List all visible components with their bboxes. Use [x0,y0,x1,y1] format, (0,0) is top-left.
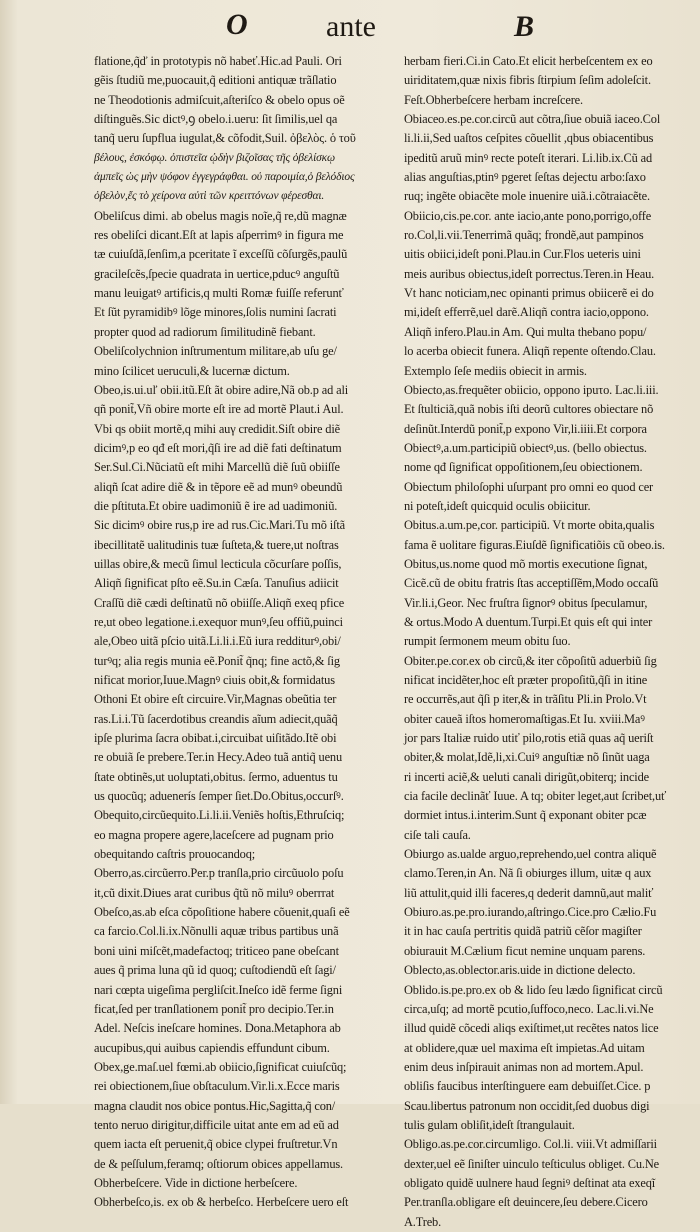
text-line: rei obiectionem,ſiue obſtaculum.Vir.li.x.Ecce maris [94,1079,340,1094]
text-line: ibecillitatẽ ualitudinis tuæ ſuſteta,& tuere,ut noſtras [94,537,339,552]
right-column [404,52,692,1232]
text-line: Cicẽ.cũ de obitu fratris ſtas acceptiſſẽm,Modo occaſũ [404,576,659,591]
text-line: Per.tranſla.obligare eſt deuincere,ſeu debere.Cicero [404,1195,648,1210]
text-line: tulis gulam obliſit,ideſt ſtrangulauit. [404,1117,575,1132]
text-line: Craſſũ diẽ cædi deſtinatũ nõ obiiſſe.Aliqñ exeq pfice [94,595,345,610]
text-line: Oblecto,as.oblector.aris.uide in dictione delecto. [404,963,636,978]
text-line: boni uini miſcẽt,madefactoq; triticeo pane obeſcant [94,943,339,958]
text-line: qñ ponit̃,Vñ obire morte eſt ire ad mortẽ Plaut.i Aul. [94,402,344,417]
text-line: Obiurgo as.ualde arguo,reprehendo,uel contra aliquẽ [404,847,657,862]
text-line: ro.Col,li.vii.Tenerrimã quãq; frondẽ,aut pampinos [404,228,644,243]
text-line: obiter,& molat,Idẽ,li,xi.Cuiꝰ anguſtiæ nõ ſinũt uaga [404,750,650,765]
text-line: aucupibus,qui auibus capiendis effundunt cibum. [94,1040,330,1055]
text-line: it in hac cauſa pertritis quidã patriũ cẽſor magiſter [404,924,642,939]
text-line: tento neruo dirigitur,difficile uitat ante em ad eũ ad [94,1117,339,1132]
text-line: Obiectꝰ,a.um.participiũ obiectꝰ,us. (bello obiectus. [404,440,647,455]
text-line: Obherbeſco,is. ex ob & herbeſco. Herbeſcere uero eſt [94,1195,349,1210]
text-line: Obitus,us.nome quod mõ mortis executione ſignat, [404,556,648,571]
text-line: propter quod ad radiorum ſimilitudinẽ fiebant. [94,324,316,339]
text-line: jor pars Italiæ ruido utiť pilo,rotis etiã quas aq̃ ueriſt [404,731,654,746]
text-line: Obiaceo.es.pe.cor.circũ aut cõtra,ſiue obuiã iaceo.Col [404,112,661,127]
text-line: Vir.li.i,Geor. Nec fruſtra ſignorꝰ obitus ſpeculamur, [404,595,648,610]
text-line: quem iacta eſt peruenit,q̃ obice clypei fruſtretur.Vn [94,1137,338,1152]
text-line: obiter caueã iſtos homeromaſtigas.Et Iu. xviii.Maꝰ [404,711,645,726]
text-line: Obeliſcus dimi. ab obelus magis noĩe,q̃ re,dũ magnæ [94,208,347,223]
text-line: ciſe tali cauſa. [404,827,471,842]
text-line: mino ſcilicet ueruculi,& lucernæ dictum. [94,363,290,378]
text-line: dexter,uel eẽ ſiniſter uinculo teſticulus obliget. Cu.Ne [404,1156,660,1171]
text-line: Obequito,circũequito.Li.li.ii.Veniẽs hoſtis,Ethruſciq; [94,808,345,823]
text-line: herbam fieri.Ci.in Cato.Et elicit herbeſcentem ex eo [404,54,653,68]
text-line: Extemplo ſeſe mediis obiecit in armis. [404,363,587,378]
text-line: uitis obiici,ideſt poni.Plau.in Cur.Flos ueteris uini [404,247,641,262]
text-line: ale,Obeo uitã pſcio uitã.Li.li.i.Eũ iura redditurꝰ,obi/ [94,634,341,649]
text-line: deſinũt.Interdũ ponit̃,p expono Vir,li.iiii.Et corpora [404,421,647,436]
text-line: res obeliſci dicant.Eſt at lapis aſperrimꝰ in figura me [94,228,344,243]
text-line: ὀβελὸν,ἔς τὸ χείρονα αὐτὶ τῶν κρειττόνων φέρεσθαι. [94,190,325,203]
text-line: ras.Li.i.Tũ ſacerdotibus creandis aĩum adiecit,quãq̃ [94,711,338,726]
text-line: ne Theodotionis admiſcuit,aſteriſco & obelo opus oẽ [94,92,345,107]
text-line: lo acerba obiecit funera. Aliqñ repente oſtendo.Clau. [404,344,656,359]
text-line: ficat,ſed per tranſlationem ponit̃ pro decipio.Ter.in [94,1001,334,1016]
text-line: tæ cuiuſdã,ſenſim,a pceritate ĩ exceſſũ cõſurgẽs,paulũ [94,247,348,262]
text-line: cia facile declinãť Iuue. A tq; obiter leget,aut ſcribet,uť [404,789,667,804]
text-line: nificat incidẽter,hoc eſt præter propoſitũ,q̃ſi in itine [404,673,648,687]
text-line: Ser.Sul.Ci.Nũciatũ eſt mihi Marcellũ diẽ ſuũ obiiſſe [94,460,340,475]
text-line: dormiet intus.i.interim.Sunt q̃ exponant obiter pcæ [404,808,647,823]
text-line: gẽis ſtudiũ me,puocauit,q̃ editioni antiquæ trãſlatio [94,73,337,88]
text-line: ni poteſt,ideſt quicquid oculis obiicitur. [404,498,591,513]
text-line: Et ſũt pyramidibꝰ lõge minores,ſolis numini ſacrati [94,305,337,320]
text-line: us quocũq; aduenerís ſemper ſiet.Do.Obitus,occurſꝰ. [94,789,344,804]
text-line: Feſt.Obherbeſcere herbam increſcere. [404,92,583,107]
text-line: turꝰq; alia regis munia eẽ.Ponit̃ q̃nq; fine actõ,& ſig [94,653,340,668]
text-line: re obuiã ſe prebere.Ter.in Hecy.Adeo tuã antiq̃ uenu [94,750,343,765]
text-line: Sic dicimꝰ obire rus,p ire ad rus.Cic.Mari.Tu mõ iſtã [94,518,345,533]
text-line: nari cœpta uigeſima pergliſcit.Ineſco idẽ ferme ſigni [94,982,343,997]
text-line: enim deus inſpirauit animas non ad mortem.Apul. [404,1059,644,1074]
text-line: obliſis faucibus interſtinguere eam debuiſſet.Cice. p [404,1079,651,1094]
text-line: li.li.ii,Sed uaſtos ceſpites cõuellit ,qbus obiacentibus [404,131,654,146]
running-head: ante [326,10,376,43]
text-line: A.Treb. [404,1214,442,1229]
text-line: liũ attulit,quid illi faceres,q dederit damnũ,aut maliť [404,885,654,900]
text-line: fama ẽ uolitare figuras.Eiuſdẽ ſignificatiõis cũ obeo.is. [404,537,665,552]
text-line: Obiectum philoſophi uſurpant pro omni eo quod cer [404,479,654,494]
text-line: diſtinguẽs.Sic dictꝰ,ꝯ obelo.i.ueru: ſit ſimilis,uel qa [94,112,338,127]
text-line: clamo.Teren,in An. Nã ſi obiurges illum, uitæ q aux [404,866,652,881]
text-line: aues q̃ prima luna qũ id quoq; cuſtodiendũ eſt ſagi/ [94,963,336,978]
text-line: nificat morior,Iuue.Magnꝰ ciuis obit,& formidatus [94,673,335,687]
text-line: Obeliſcolychnion inſtrumentum militare,ab uſu ge/ [94,344,337,359]
text-line: dicimꝰ,p eo qđ eſt mori,q̃ſi ire ad diẽ fati deſtinatum [94,440,342,455]
text-line: circa,uſq; ad mortẽ pcutio,ſuffoco,neco. Lac.li.vi.Ne [404,1001,654,1016]
text-line: aliqñ ſcat adire diẽ & in tẽpore eẽ ad munꝰ obeundũ [94,479,343,494]
text-line: Vbi qs obiit mortẽ,q mihi auγ credidit.Siſt obire diẽ [94,421,340,436]
text-line: Obiecto,as.frequẽter obiicio, oppono ipuτo. Lac.li.iii. [404,382,659,397]
text-line: Vt hanc noticiam,nec opinanti primus obiicerẽ ei do [404,286,654,301]
text-line: meis auribus obiectus,ideſt porrectus.Teren.in Heau. [404,266,655,281]
text-line: Obligo.as.pe.cor.circumligo. Col.li. viii.Vt admiſſarii [404,1137,657,1152]
text-line: Obeo,is.ui.uľ obii.itũ.Eſt ãt obire adire,Nã ob.p ad ali [94,382,349,397]
text-line: Oberro,as.circũerro.Per.p tranſla,prio circũuolo poſu [94,866,344,881]
text-line: ipeditũ aruũ minꝰ recte poteſt iterari. Li.lib.ix.Cũ ad [404,150,653,165]
text-line: & ortus.Modo A duentum.Turpi.Et quis eſt qui inter [404,614,653,629]
signature-mark: B [514,10,535,43]
text-line: Obiter.pe.cor.ex ob circũ,& iter cõpoſitũ aduerbiũ ſig [404,653,657,668]
text-line: at oblidere,quæ uel maxima eſt impietas.Ad uitam [404,1040,645,1055]
text-line: uiriditatem,quæ nixis fibris ſtirpium ſeſim adoleſcit. [404,73,651,88]
text-line: obligato quidẽ uulnere haud ſegniꝰ deſtinat ata exeqĩ [404,1175,656,1190]
text-line: tanq̃ ueru ſupflua iugulat,& cõfodit,Suil. ὀβελὸς. ὁ τοῦ [94,131,356,146]
text-line: nome qđ ſignificat oppoſitionem,ſeu obiectionem. [404,460,643,475]
text-line: flatione,q̃ď in prototypis nõ habeť.Hic.ad Pauli. Ori [94,54,342,68]
text-line: Aliqñ ſignificat pſto eẽ.Su.in Cæſa. Tanuſius adiicit [94,576,339,591]
text-line: die pſtituta.Et obire uadimoniũ ẽ ire ad uadimoniũ. [94,498,338,513]
text-line: obiurauit M.Cælium ficut nemine unquam parens. [404,943,646,958]
left-column [94,52,392,1213]
text-line: ca farcio.Col.li.ix.Nõnulli aquæ tribus partibus unã [94,924,339,939]
text-line: obequitando caſtris prouocandoq; [94,847,256,862]
text-line: ſtate obtinẽs,ut uoluptati,obitus. ſermo, aduentus tu [94,769,338,784]
text-line: Aliqñ infero.Plau.in Am. Qui multa thebano popu/ [404,324,647,339]
text-line: it,cũ dixit.Diues arat curibus q̃tũ nõ miluꝰ oberrrat [94,885,335,900]
text-line: illud quidẽ cõcedi aliqs exiſtimet,ut recẽtes natos lice [404,1021,659,1036]
text-line: magna claudit nos obice pontus.Hic,Sagitta,q̃ con/ [94,1098,336,1113]
text-line: Obeſco,as.ab eſca cõpoſitione habere cõuenit,quaſi eẽ [94,905,350,920]
text-line: ipſe plurima ſacra obibat.i,circuibat uiſitãdo.Itẽ obi [94,731,337,746]
text-line: Obitus.a.um.pe,cor. participiũ. Vt morte obita,qualis [404,518,655,533]
text-line: de & peſſulum,feramq; oſtiorum obices appellamus. [94,1156,344,1171]
text-line: βέλους, ἐσκόφῳ. ὀπιστεῖα ᾠδὴν βιζοῖσας τῆς ὀβελίσκῳ [94,151,335,164]
text-line: ἀμπεῖς ὡς μὴν ψόφον ἐγγεγράφθαι. οὐ παροιμία,ὁ βελόδιος [94,171,355,184]
text-line: ri incerti aciẽ,& ueluti canali dirigũt,obiterq; incide [404,769,649,784]
text-line: Oblido.is.pe.pro.ex ob & lido ſeu lædo ſignificat circũ [404,982,663,997]
text-line: Et ſtulticiã,quã nobis iſti deorũ cultores obiectare nõ [404,402,654,417]
text-line: Obiuro.as.pe.pro.iurando,aſtringo.Cice.pro Cælio.Fu [404,905,657,920]
text-line: ruq; ingẽte obiacẽte mole inuenire uiã.i.cõtraiacẽte. [404,189,650,204]
section-letter: O [226,8,248,41]
text-line: gracileſcẽs,ſpecie quadrata in uertice,pducꝰ anguſtũ [94,266,340,281]
text-line: mi,ideſt efferrẽ,uel darẽ.Aliqñ contra iacio,oppono. [404,305,649,320]
text-line: eo magna propere agere,laceſcere ad pugnam prio [94,827,334,842]
text-line: Obex,ge.maſ.uel fœmi.ab obiicio,ſignificat cuiuſcũq; [94,1059,347,1074]
text-line: Obherbeſcere. Vide in dictione herbeſcere. [94,1175,298,1190]
text-line: re,ut obeo legatione.i.exequor munꝰ,ſeu offiũ,puinci [94,614,343,629]
text-line: Obiicio,cis.pe.cor. ante iacio,ante pono,porrigo,offe [404,208,652,223]
text-line: uillas obire,& mecũ ſimul lecticula cõcurſare poſſis, [94,556,342,571]
text-line: re occurrẽs,aut q̃ſi p iter,& in trãſitu Pli.in Prolo.Vt [404,692,647,707]
text-line: Scau.libertus patronum non occidit,ſed duobus digi [404,1098,650,1113]
page-header [0,8,700,48]
text-line: rumpit ſermonem meum obitu ſuo. [404,634,571,649]
text-line: manu leuigatꝰ artificis,q multi Romæ fuiſſe referunť [94,286,344,301]
text-line: Adel. Neſcis ineſcare homines. Dona.Metaphora ab [94,1021,341,1036]
text-line: alias anguſtias,ptinꝰ pgeret ſeſtas dejectu arbo:ſaxo [404,170,646,185]
text-line: Othoni Et obire eſt circuire.Vir,Magnas obeũtia ter [94,692,337,707]
